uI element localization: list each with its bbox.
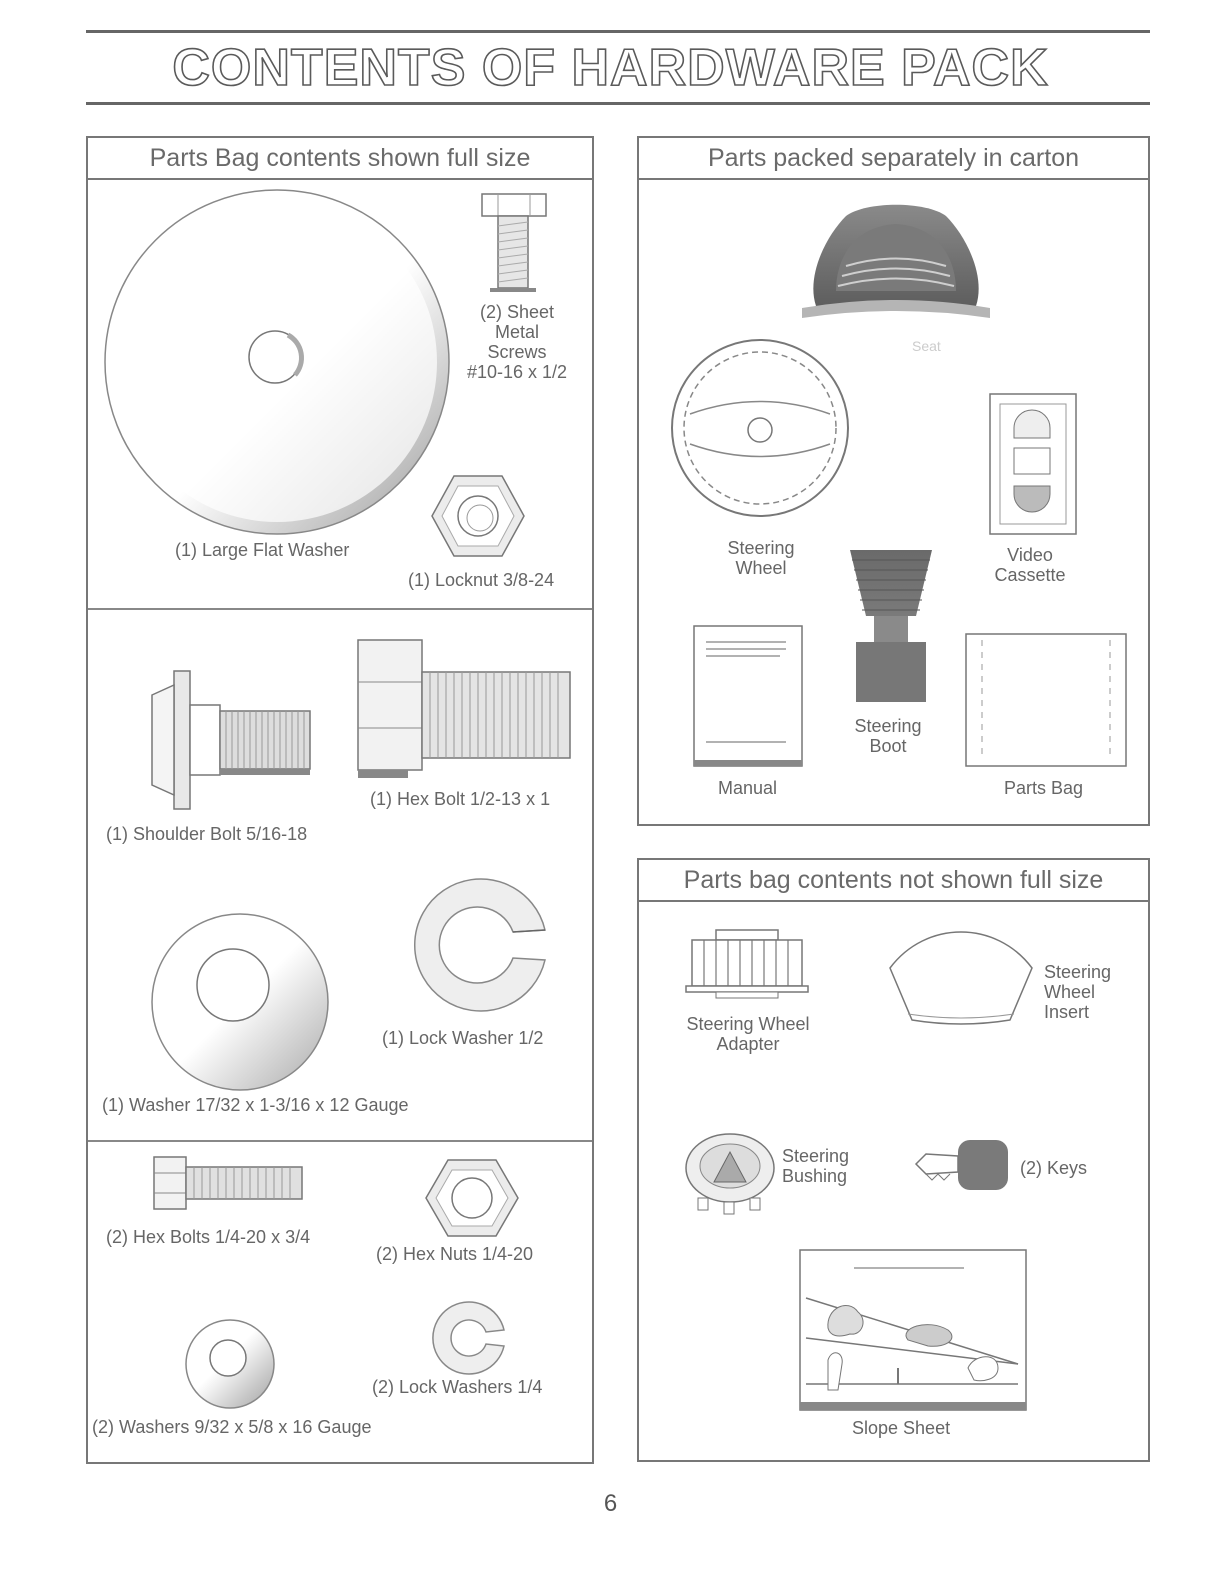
video-cassette-line-2: Cassette (994, 565, 1066, 585)
steering-bushing-icon (680, 1128, 780, 1218)
washers-icon (180, 1314, 280, 1414)
sheet-metal-screws-label (462, 302, 572, 382)
steering-boot-label (838, 716, 938, 756)
page-title: CONTENTS OF HARDWARE PACK (172, 39, 1049, 97)
parts-bag-icon (964, 632, 1130, 772)
video-cassette-line-1: Video (1007, 545, 1053, 565)
video-cassette-icon (986, 390, 1082, 540)
lock-washers-label: (2) Lock Washers 1/4 (372, 1377, 543, 1397)
steering-bushing-label (782, 1146, 849, 1186)
hex-bolt-icon (354, 632, 576, 782)
locknut-icon (428, 472, 528, 562)
lock-washers-icon (430, 1298, 510, 1378)
steering-wheel-insert-line-3: Insert (1044, 1002, 1090, 1022)
keys-label: (2) Keys (1020, 1158, 1088, 1178)
washers-label: (2) Washers 9/32 x 5/8 x 16 Gauge (92, 1417, 372, 1437)
steering-bushing-line-2: Bushing (782, 1166, 848, 1186)
carton-parts-header: Parts packed separately in carton (639, 138, 1148, 180)
steering-wheel-line-2: Wheel (735, 558, 787, 578)
large-flat-washer-label: (1) Large Flat Washer (175, 540, 350, 560)
large-flat-washer-icon (100, 185, 460, 545)
steering-wheel-adapter-label (668, 1014, 828, 1054)
slope-sheet-icon (798, 1248, 1030, 1414)
title-bottom-rule (86, 102, 1150, 105)
sheet-metal-screws-line-3: Screws (487, 342, 547, 362)
hex-bolt-label: (1) Hex Bolt 1/2-13 x 1 (370, 789, 551, 809)
key-icon (912, 1136, 1012, 1196)
shoulder-bolt-icon (140, 665, 320, 815)
steering-wheel-line-1: Steering (727, 538, 795, 558)
not-full-size-parts-header: Parts bag contents not shown full size (639, 860, 1148, 902)
seat-icon (796, 196, 996, 326)
shoulder-bolt-label: (1) Shoulder Bolt 5/16-18 (106, 824, 308, 844)
steering-wheel-insert-line-2: Wheel (1044, 982, 1096, 1002)
steering-boot-line-1: Steering (854, 716, 922, 736)
hex-bolts-icon (150, 1153, 310, 1213)
steering-bushing-line-1: Steering (782, 1146, 850, 1166)
slope-sheet-label: Slope Sheet (852, 1418, 951, 1438)
steering-boot-line-2: Boot (869, 736, 907, 756)
steering-boot-icon (846, 546, 936, 706)
steering-wheel-icon (666, 334, 856, 524)
steering-wheel-insert-line-1: Steering (1044, 962, 1112, 982)
hex-nuts-icon (422, 1156, 522, 1242)
steering-wheel-insert-label (1044, 962, 1111, 1022)
sheet-metal-screws-line-1: (2) Sheet (479, 302, 555, 322)
steering-wheel-adapter-line-1: Steering Wheel (686, 1014, 810, 1034)
steering-wheel-insert-icon (886, 924, 1036, 1044)
manual-label: Manual (718, 778, 778, 798)
title-top-rule (86, 30, 1150, 33)
page-number: 6 (603, 1490, 618, 1517)
parts-bag-label: Parts Bag (1004, 778, 1084, 798)
washer-icon (148, 910, 338, 1100)
hex-bolts-label: (2) Hex Bolts 1/4-20 x 3/4 (106, 1227, 311, 1247)
manual-icon (690, 622, 806, 772)
lock-washer-label: (1) Lock Washer 1/2 (382, 1028, 544, 1048)
locknut-label: (1) Locknut 3/8-24 (408, 570, 555, 590)
steering-wheel-label (706, 538, 816, 578)
section-divider (88, 608, 592, 610)
sheet-metal-screws-line-2: Metal (494, 322, 539, 342)
section-divider (88, 1140, 592, 1142)
sheet-metal-screw-icon (476, 188, 556, 298)
hex-nuts-label: (2) Hex Nuts 1/4-20 (376, 1244, 534, 1264)
washer-label: (1) Washer 17/32 x 1-3/16 x 12 Gauge (102, 1095, 409, 1115)
lock-washer-icon (405, 870, 555, 1020)
seat-label: Seat (912, 338, 941, 354)
sheet-metal-screws-line-4: #10-16 x 1/2 (466, 362, 568, 382)
video-cassette-label (980, 545, 1080, 585)
steering-wheel-adapter-line-2: Adapter (716, 1034, 780, 1054)
steering-wheel-adapter-icon (682, 924, 812, 1004)
full-size-parts-header: Parts Bag contents shown full size (88, 138, 592, 180)
